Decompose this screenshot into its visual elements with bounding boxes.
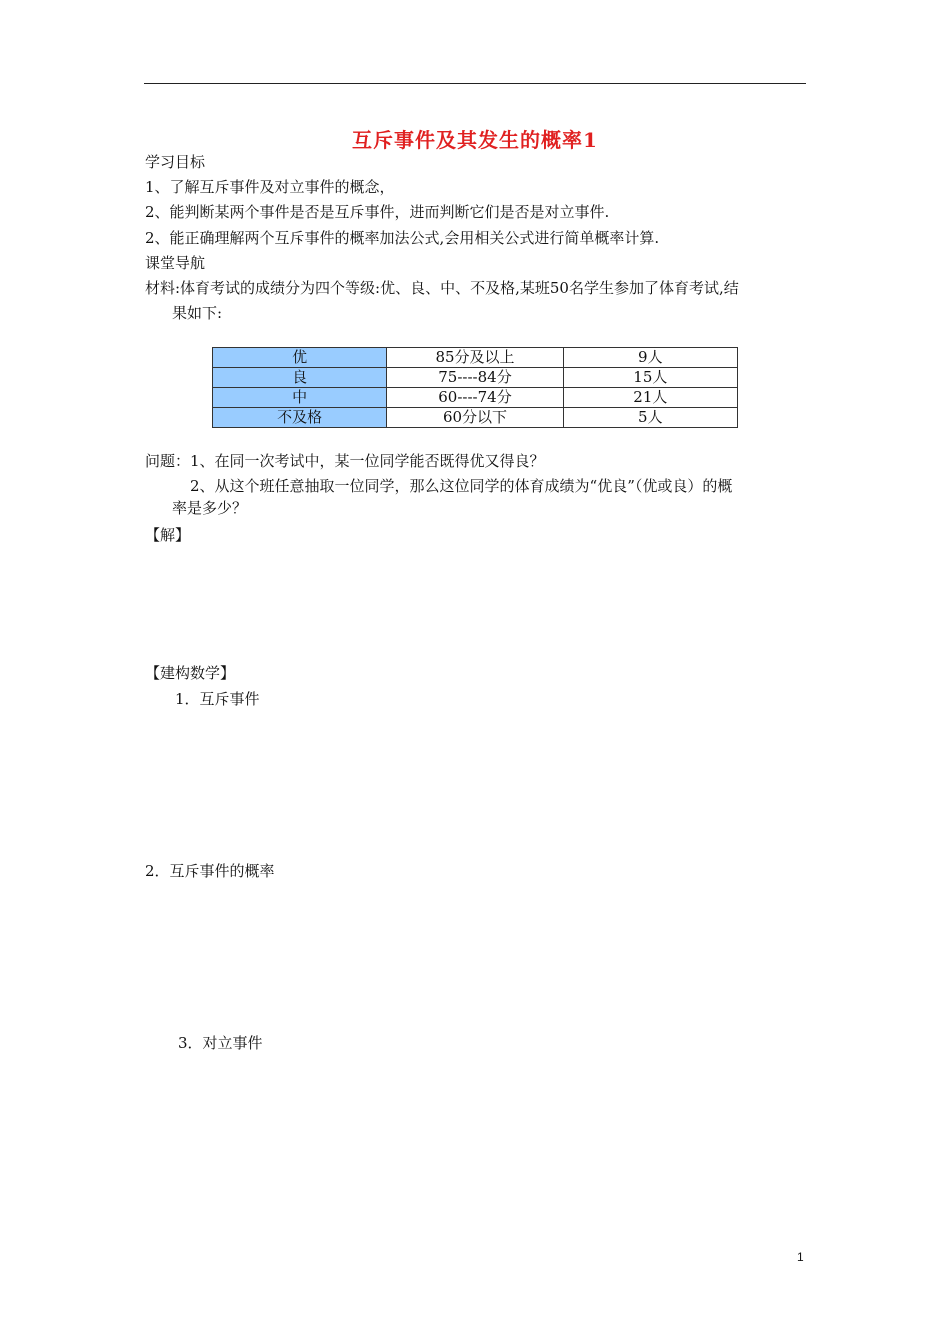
page-number: 1 <box>797 1250 804 1264</box>
section-complementary: 3．对立事件 <box>178 1034 263 1052</box>
question-2-line-1: 2、从这个班任意抽取一位同学，那么这位同学的体育成绩为“优良”（优或良）的概 <box>190 477 733 495</box>
question-1: 问题：1、在同一次考试中，某一位同学能否既得优又得良？ <box>145 452 545 470</box>
grade-cell: 良 <box>213 368 387 388</box>
grade-table <box>212 347 738 428</box>
grade-cell: 不及格 <box>213 408 387 428</box>
table-row <box>213 348 738 368</box>
count-cell: 5人 <box>563 408 737 428</box>
header-rule <box>144 83 806 84</box>
objectives-heading: 学习目标 <box>145 153 206 171</box>
section-mutually-exclusive: 1．互斥事件 <box>175 690 260 708</box>
material-line-1: 材料:体育考试的成绩分为四个等级:优、良、中、不及格,某班50名学生参加了体育考试,结 <box>145 279 739 297</box>
section-probability: 2．互斥事件的概率 <box>145 862 275 880</box>
range-cell: 85分及以上 <box>387 348 563 368</box>
range-cell: 60----74分 <box>387 388 563 408</box>
count-cell: 9人 <box>563 348 737 368</box>
range-cell: 60分以下 <box>387 408 563 428</box>
page-title: 互斥事件及其发生的概率1 <box>352 128 598 152</box>
objective-item-2: 2、能判断某两个事件是否是互斥事件，进而判断它们是否是对立事件. <box>145 203 610 221</box>
question-2-line-2: 率是多少？ <box>172 499 248 517</box>
table-row <box>213 368 738 388</box>
solution-label: 【解】 <box>145 526 191 544</box>
objective-item-3: 2、能正确理解两个互斥事件的概率加法公式,会用相关公式进行简单概率计算. <box>145 229 660 247</box>
objective-item-1: 1、了解互斥事件及对立事件的概念， <box>145 178 395 196</box>
range-cell: 75----84分 <box>387 368 563 388</box>
construct-heading: 【建构数学】 <box>145 664 236 682</box>
material-line-2: 果如下: <box>172 304 223 322</box>
count-cell: 15人 <box>563 368 737 388</box>
guide-heading: 课堂导航 <box>145 254 206 272</box>
grade-cell: 优 <box>213 348 387 368</box>
count-cell: 21人 <box>563 388 737 408</box>
grade-cell: 中 <box>213 388 387 408</box>
table-row <box>213 388 738 408</box>
table-row <box>213 408 738 428</box>
